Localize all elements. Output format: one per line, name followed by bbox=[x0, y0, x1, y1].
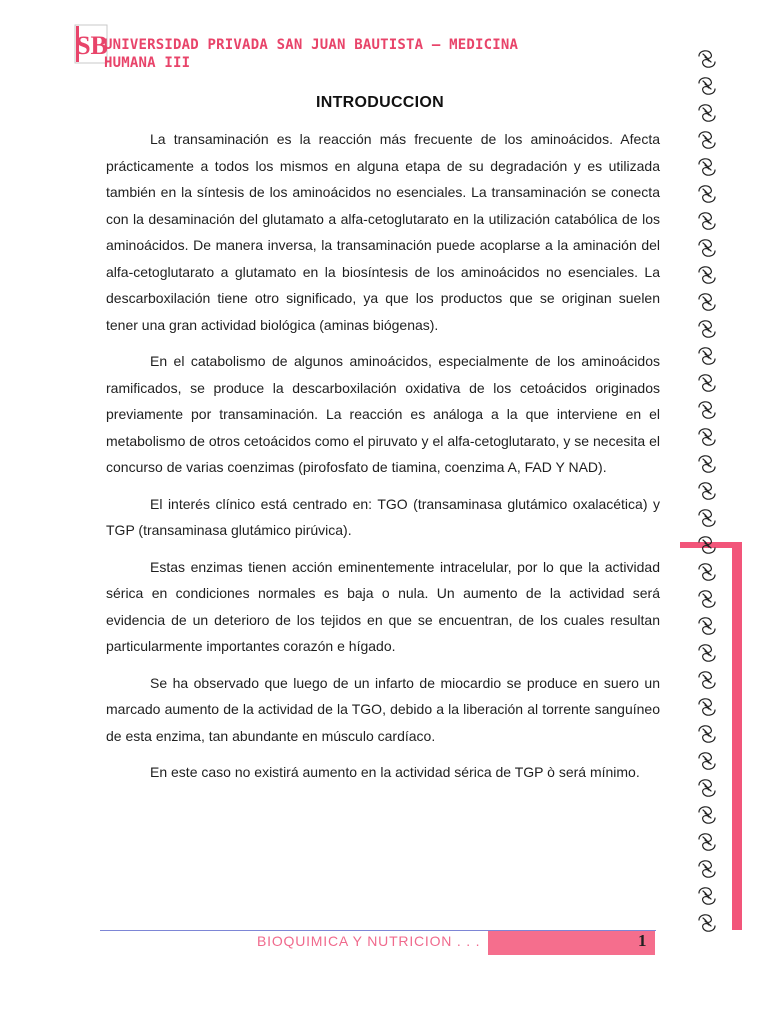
scroll-swirl-icon bbox=[699, 267, 715, 283]
scroll-swirl-icon bbox=[699, 888, 715, 904]
header-title: UNIVERSIDAD PRIVADA SAN JUAN BAUTISTA – MEDICINA HUMANA III bbox=[104, 37, 519, 71]
scroll-swirl-icon bbox=[699, 213, 715, 229]
scroll-swirl-icon bbox=[699, 294, 715, 310]
scroll-swirl-icon bbox=[699, 105, 715, 121]
scroll-swirl-icon bbox=[699, 132, 715, 148]
frame-right-bar bbox=[732, 542, 742, 930]
scroll-swirl-icon bbox=[699, 753, 715, 769]
scroll-swirl-icon bbox=[699, 915, 715, 931]
scroll-swirl-icon bbox=[699, 483, 715, 499]
scroll-swirl-icon bbox=[699, 834, 715, 850]
scroll-swirl-icon bbox=[699, 78, 715, 94]
scroll-swirl-icon bbox=[699, 240, 715, 256]
scroll-swirl-icon bbox=[699, 348, 715, 364]
page-title: INTRODUCCION bbox=[315, 94, 445, 111]
ornament-border bbox=[684, 50, 730, 970]
scroll-swirl-icon bbox=[699, 159, 715, 175]
paragraph-5: Se ha observado que luego de un infarto de miocardio se produce en suero un marcado aumento de la actividad de la TGO, debido a la liberación al torrente sanguíneo de esta enzima, tan abundante en músculo cardíaco. bbox=[106, 674, 660, 744]
scroll-swirl-icon bbox=[699, 402, 715, 418]
logo-text: SB bbox=[76, 31, 108, 60]
footer-accent-bar bbox=[488, 931, 655, 955]
paragraph-4: Estas enzimas tienen acción eminentemente intracelular, por lo que la actividad sérica en condiciones normales es baja o nula. Un aumento de la actividad será evidencia de un deterioro de los tejidos en que se encuentran, de los cuales resultan particularmente importantes corazón e hígado. bbox=[106, 558, 660, 654]
footer-label: BIOQUIMICA Y NUTRICION . . . bbox=[257, 933, 481, 949]
university-logo-icon bbox=[74, 24, 108, 64]
scroll-swirl-icon bbox=[699, 564, 715, 580]
scroll-swirl-icon bbox=[699, 780, 715, 796]
scroll-swirl-icon bbox=[699, 591, 715, 607]
scroll-swirl-icon bbox=[699, 699, 715, 715]
paragraph-6: En este caso no existirá aumento en la actividad sérica de TGP ò será mínimo. bbox=[150, 764, 640, 780]
scroll-swirl-icon bbox=[699, 375, 715, 391]
scroll-swirl-icon bbox=[699, 726, 715, 742]
paragraph-2: En el catabolismo de algunos aminoácidos, especialmente de los aminoácidos ramificados, se produce la descarboxilación oxidativa de los cetoácidos originados previamente por transaminación. La reacción es análoga a la que interviene en el metabolismo de otros cetoácidos como el piruvato y el alfa-cetoglutarato, y se necesita el concurso de varias coenzimas (pirofosfato de tiamina, coenzima A, FAD Y NAD). bbox=[106, 353, 660, 475]
scroll-swirl-icon bbox=[699, 537, 715, 553]
scroll-swirl-icon bbox=[699, 618, 715, 634]
paragraph-3: El interés clínico está centrado en: TGO (transaminasa glutámico oxalacética) y TGP (transaminasa glutámico pirúvica). bbox=[106, 495, 660, 538]
scroll-swirl-icon bbox=[699, 186, 715, 202]
scroll-swirl-icon bbox=[699, 456, 715, 472]
paragraph-1: La transaminación es la reacción más frecuente de los aminoácidos. Afecta prácticamente a todos los mismos en alguna etapa de su degradación y es utilizada también en la síntesis de los aminoácidos no esenciales. La transaminación se conecta con la desaminación del glutamato a alfa-cetoglutarato en la utilización catabólica de los aminoácidos. De manera inversa, la transaminación puede acoplarse a la aminación del alfa-cetoglutarato a glutamato en la biosíntesis de los aminoácidos no esenciales. La descarboxilación tiene otro significado, ya que los productos que se originan suelen tener una gran actividad biológica (aminas biógenas). bbox=[106, 131, 660, 333]
document-body bbox=[106, 126, 660, 796]
page-number: 1 bbox=[638, 931, 647, 950]
scroll-swirl-icon bbox=[699, 510, 715, 526]
scroll-swirl-icon bbox=[699, 321, 715, 337]
scroll-swirl-icon bbox=[699, 672, 715, 688]
scroll-swirl-icon bbox=[699, 861, 715, 877]
scroll-swirl-icon bbox=[699, 807, 715, 823]
scroll-swirl-icon bbox=[699, 51, 715, 67]
scroll-swirl-icon bbox=[699, 429, 715, 445]
scroll-swirl-icon bbox=[699, 645, 715, 661]
